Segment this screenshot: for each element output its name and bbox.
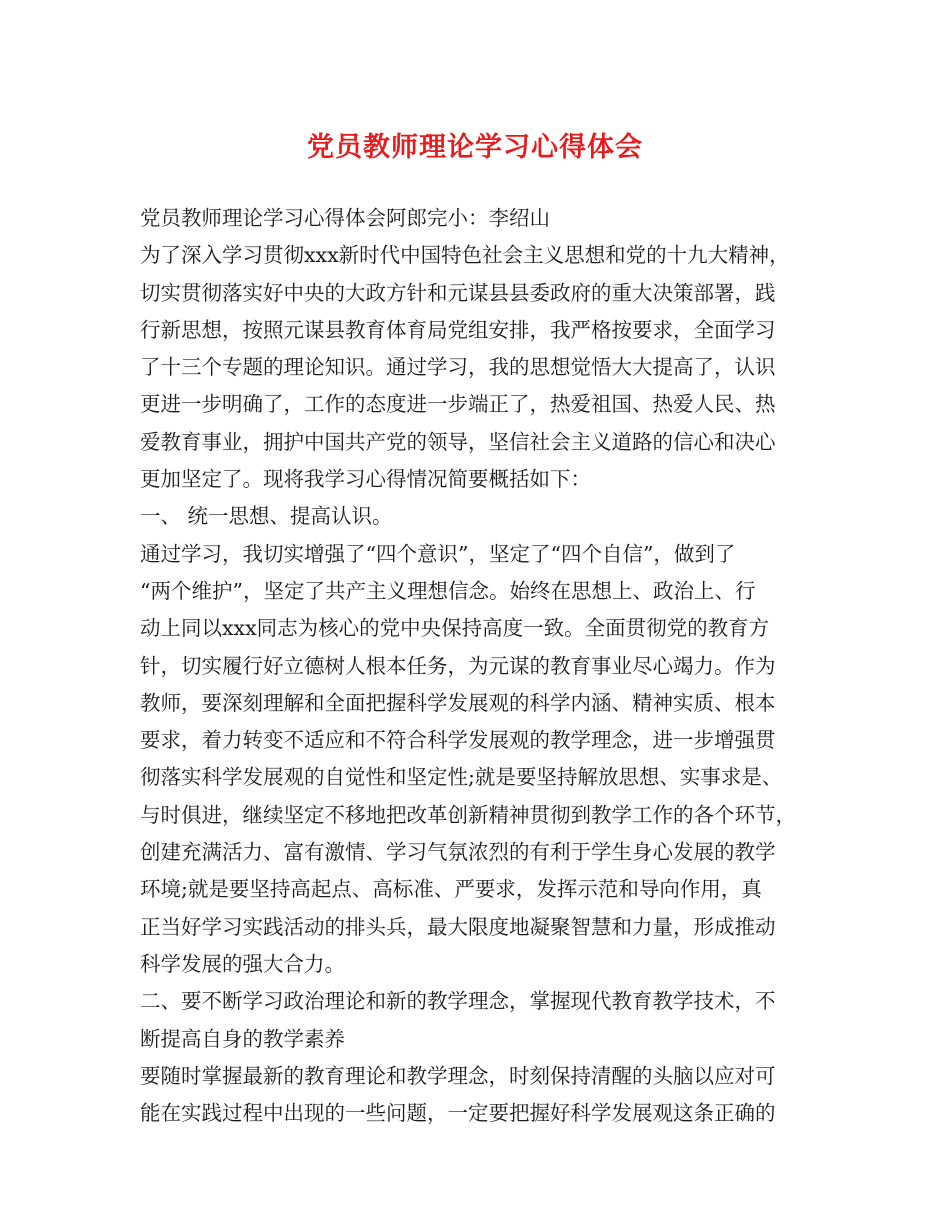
- text-line: 爱教育事业，拥护中国共产党的领导，坚信社会主义道路的信心和决心: [140, 429, 776, 454]
- text-line: 切实贯彻落实好中央的大政方针和元谋县县委政府的重大决策部署，践: [140, 280, 776, 305]
- document-body: [140, 200, 825, 1132]
- text-line: 断提高自身的教学素养: [140, 1026, 345, 1051]
- text-line: 创建充满活力、富有激情、学习气氛浓烈的有利于学生身心发展的教学: [140, 840, 776, 865]
- text-line: 更进一步明确了，工作的态度进一步端正了，热爱祖国、热爱人民、热: [140, 392, 776, 417]
- text-line: 正当好学习实践活动的排头兵，最大限度地凝聚智慧和力量，形成推动: [140, 914, 776, 939]
- text-line: 党员教师理论学习心得体会阿郎完小：李绍山: [140, 206, 550, 230]
- text-line: 能在实践过程中出现的一些问题，一定要把握好科学发展观这条正确的: [140, 1101, 776, 1126]
- text-line: 行新思想，按照元谋县教育体育局党组安排，我严格按要求，全面学习: [140, 317, 776, 342]
- text-line: 动上同以xxx同志为核心的党中央保持高度一致。全面贯彻党的教育方: [140, 616, 770, 641]
- text-line: 彻落实科学发展观的自觉性和坚定性;就是要坚持解放思想、实事求是、: [140, 765, 783, 790]
- text-line: 要求，着力转变不适应和不符合科学发展观的教学理念，进一步增强贯: [140, 728, 776, 753]
- text-line: 科学发展的强大合力。: [140, 951, 345, 976]
- text-line: “两个维护”，坚定了共产主义理想信念。始终在思想上、政治上、行: [140, 578, 756, 603]
- text-line: 通过学习，我切实增强了“四个意识”，坚定了“四个自信”，做到了: [140, 541, 736, 566]
- text-line: 为了深入学习贯彻xxx新时代中国特色社会主义思想和党的十九大精神，: [140, 243, 790, 268]
- document-title: 党员教师理论学习心得体会: [307, 132, 643, 163]
- text-line: 二、要不断学习政治理论和新的教学理念，掌握现代教育教学技术，不: [140, 989, 776, 1014]
- text-line: 与时俱进，继续坚定不移地把改革创新精神贯彻到教学工作的各个环节，: [140, 802, 796, 827]
- text-line: 了十三个专题的理论知识。通过学习，我的思想觉悟大大提高了，认识: [140, 355, 776, 380]
- text-line: 一、 统一思想、提高认识。: [140, 504, 393, 529]
- text-line: 要随时掌握最新的教育理论和教学理念，时刻保持清醒的头脑以应对可: [140, 1063, 776, 1088]
- text-line: 针，切实履行好立德树人根本任务，为元谋的教育事业尽心竭力。作为: [140, 653, 776, 678]
- text-line: 更加坚定了。现将我学习心得情况简要概括如下：: [140, 467, 591, 492]
- text-line: 教师，要深刻理解和全面把握科学发展观的科学内涵、精神实质、根本: [140, 690, 776, 715]
- text-line: 环境;就是要坚持高起点、高标准、严要求，发挥示范和导向作用，真: [140, 877, 762, 902]
